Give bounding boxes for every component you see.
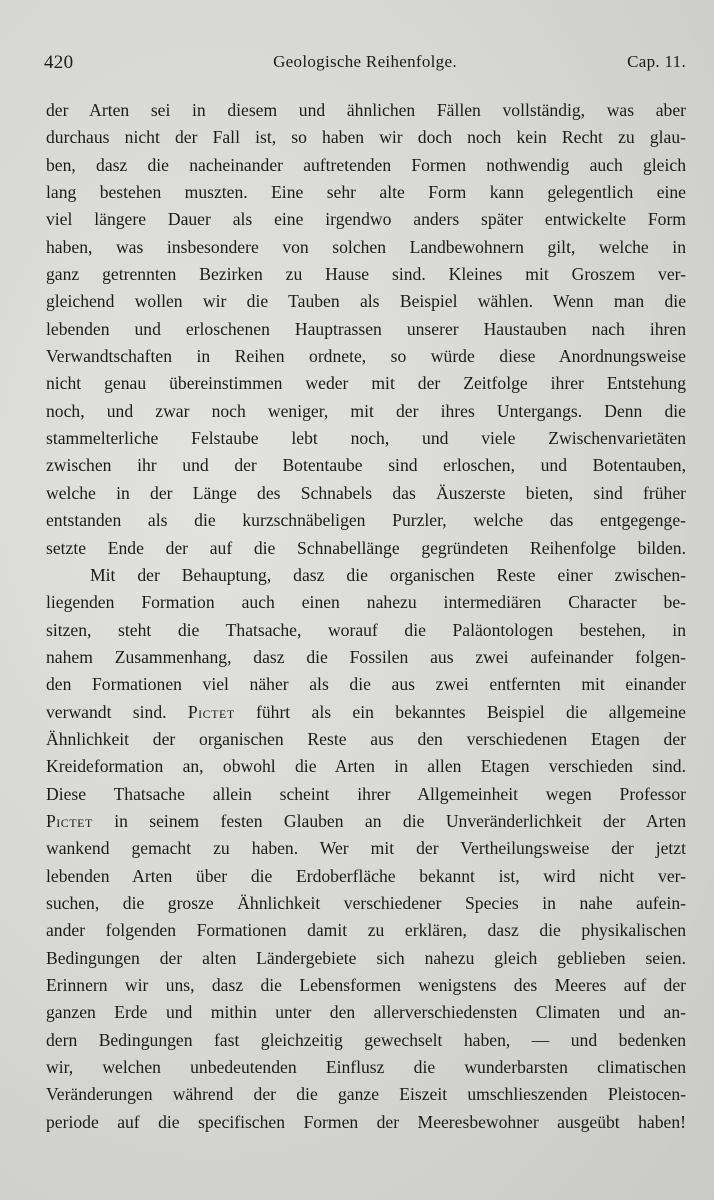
text-line: Kreideformation an, obwohl die Arten in allen Etagen verschieden sind. [46,756,686,777]
text-line: lebenden und erloschenen Hauptrassen unserer Haustauben nach ihren [46,318,686,339]
text-line: nahem Zusammenhang, dasz die Fossilen aus zwei aufeinander folgen- [46,646,686,667]
text-line: entstanden als die kurzschnäbeligen Purzler, welche das entgegenge- [46,510,686,531]
text-line: nicht genau übereinstimmen weder mit der Zeitfolge ihrer Entstehung [46,373,686,394]
text-line: Diese Thatsache allein scheint ihrer Allgemeinheit wegen Professor [46,783,686,804]
text-line: haben, was insbesondere von solchen Landbewohnern gilt, welche in [46,236,686,257]
page-number: 420 [44,52,74,73]
text-line: gleichend wollen wir die Tauben als Beispiel wählen. Wenn man die [46,291,686,312]
text-line: zwischen ihr und der Botentaube sind erloschen, und Botentauben, [46,455,686,476]
author-name-pictet: Pictet [46,810,93,831]
paragraph-2 [46,562,686,1136]
text-line: den Formationen viel näher als die aus zwei entfernten mit einander [46,674,686,695]
text-line: Verwandtschaften in Reihen ordnete, so würde diese Anordnungsweise [46,346,686,367]
text-line [46,699,686,726]
text-line: Mit der Behauptung, dasz die organischen Reste einer zwischen- [90,564,686,585]
text-line: Erinnern wir uns, dasz die Lebensformen wenigstens des Meeres auf der [46,975,686,995]
text-line: dern Bedingungen fast gleichzeitig gewechselt haben, — und bedenken [46,1029,686,1050]
author-name-pictet: Pictet [187,701,235,722]
text-line: Veränderungen während der die ganze Eiszeit umschlieszenden Pleistocen- [46,1084,686,1105]
text-line: wankend gemacht zu haben. Wer mit der Vertheilungsweise der jetzt [46,838,686,859]
text-line: noch, und zwar noch weniger, mit der ihres Untergangs. Denn die [46,400,686,421]
text-line: stammelterliche Felstaube lebt noch, und viele Zwischenvarietäten [46,428,686,449]
text-line: ben, dasz die nacheinander auftretenden Formen nothwendig auch gleich [46,154,686,175]
text-line: lebenden Arten über die Erdoberfläche bekannt ist, wird nicht ver- [46,865,686,886]
text-line: periode auf die specifischen Formen der Meeresbewohner ausgeübt haben! [46,1111,686,1132]
text-line: suchen, die grosze Ähnlichkeit verschiedener Species in nahe aufein- [46,892,686,913]
text-segment: führt als ein bekanntes Beispiel die allgemeine [256,701,686,722]
running-title: Geologische Reihenfolge. [273,52,457,71]
body-text [46,97,686,1136]
text-line: Bedingungen der alten Ländergebiete sich nahezu gleich geblieben seien. [46,947,686,968]
text-line [46,808,686,835]
text-line: liegenden Formation auch einen nahezu intermediären Character be- [46,592,686,613]
text-line: setzte Ende der auf die Schnabellänge gegründeten Reihenfolge bilden. [46,537,686,558]
text-line: Ähnlichkeit der organischen Reste aus den verschiedenen Etagen der [46,728,686,749]
text-line: durchaus nicht der Fall ist, so haben wir doch noch kein Recht zu glau- [46,127,686,148]
chapter-label: Cap. 11. [627,52,686,71]
text-segment: in seinem festen Glauben an die Unveränderlichkeit der Arten [114,810,686,831]
text-line: der Arten sei in diesem und ähnlichen Fällen vollständig, was aber [46,100,686,120]
paragraph-1 [46,97,686,562]
text-segment: verwandt sind. [46,701,167,722]
text-line: viel längere Dauer als eine irgendwo anders später entwickelte Form [46,209,686,230]
text-line: sitzen, steht die Thatsache, worauf die Paläontologen bestehen, in [46,619,686,640]
running-header [44,52,686,76]
text-line: lang bestehen muszten. Eine sehr alte Form kann gelegentlich eine [46,182,686,203]
text-line: welche in der Länge des Schnabels das Äuszerste bieten, sind früher [46,482,686,503]
text-line: ganzen Erde und mithin unter den allerverschiedensten Climaten und an- [46,1002,686,1023]
text-line: ander folgenden Formationen damit zu erklären, dasz die physikalischen [46,920,686,941]
text-line: wir, welchen unbedeutenden Einflusz die wunderbarsten climatischen [46,1057,686,1078]
text-line: ganz getrennten Bezirken zu Hause sind. Kleines mit Groszem ver- [46,264,686,285]
